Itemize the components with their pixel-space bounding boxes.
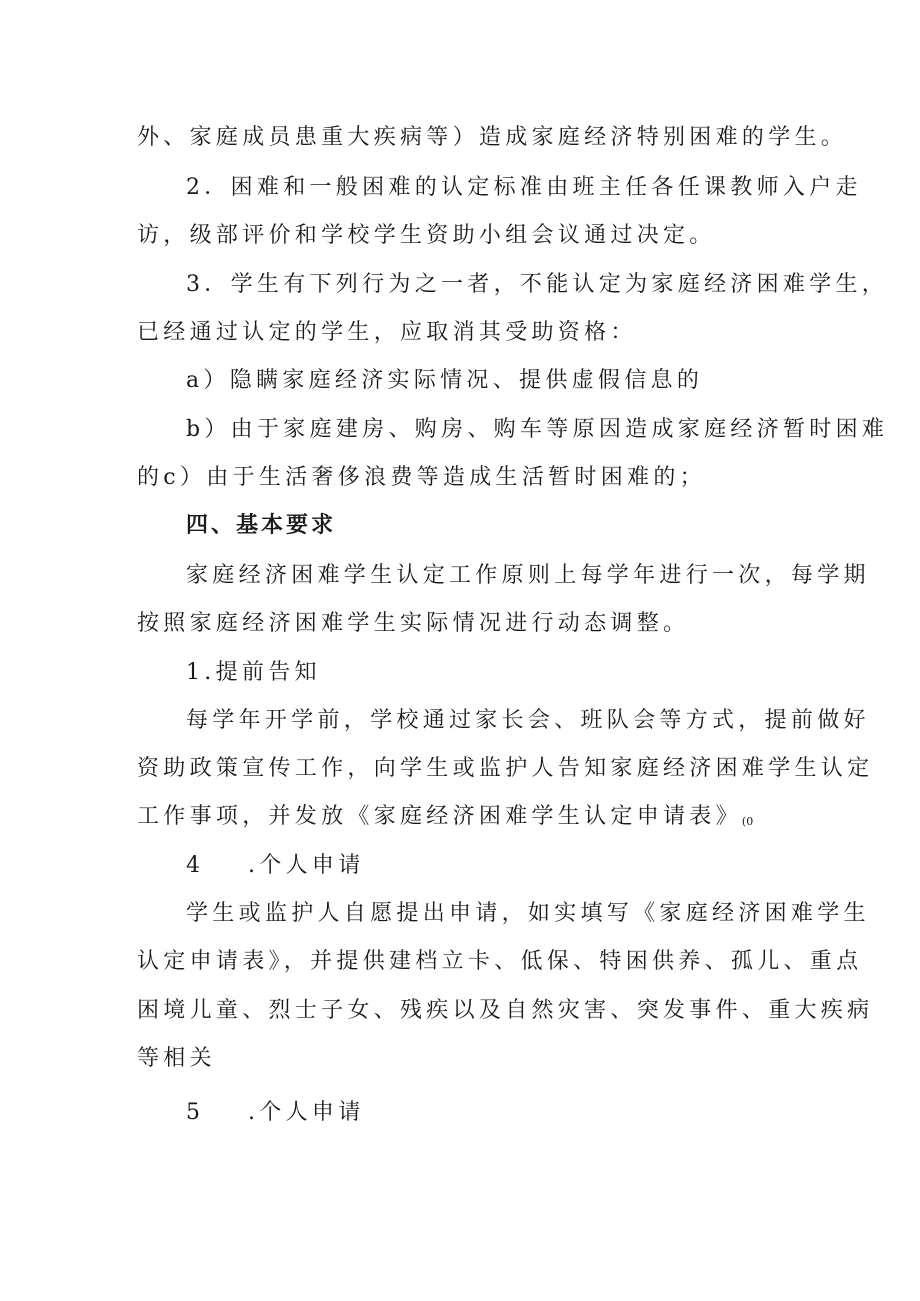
body-text-line: 已经通过认定的学生，应取消其受助资格： [137, 320, 637, 345]
trailing-mark: (0 [741, 815, 754, 828]
body-text-line: 每学年开学前，学校通过家长会、班队会等方式，提前做好 [186, 708, 870, 733]
body-text-line [137, 802, 797, 837]
body-text-line: 等相关 [137, 1046, 216, 1071]
body-text-line: 的c）由于生活奢侈浪费等造成生活暂时困难的； [137, 465, 706, 490]
body-text-line: 家庭经济困难学生认定工作原则上每学年进行一次，每学期 [186, 563, 870, 588]
body-text-line: 按照家庭经济困难学生实际情况进行动态调整。 [137, 611, 690, 636]
item-title-text: .个人申请 [248, 853, 365, 878]
body-text-line: b）由于家庭建房、购房、购车等原因造成家庭经济暂时困难 [186, 417, 889, 442]
item-title [186, 851, 846, 881]
body-text-line: 认定申请表》，并提供建档立卡、低保、特困供养、孤儿、重点 [137, 949, 863, 974]
body-text-line: 3．学生有下列行为之一者，不能认定为家庭经济困难学生， [186, 272, 889, 297]
body-text-line: 学生或监护人自愿提出申请，如实填写《家庭经济困难学生 [186, 901, 870, 926]
body-text-line: 2．困难和一般困难的认定标准由班主任各任课教师入户走 [186, 175, 862, 200]
item-number: 4 [186, 853, 205, 878]
section-heading: 四、基本要求 [186, 513, 337, 538]
body-text-line: 访，级部评价和学校学生资助小组会议通过决定。 [137, 223, 716, 248]
body-text-line: 困境儿童、烈士子女、残疾以及自然灾害、突发事件、重大疾病 [137, 998, 874, 1023]
body-text-line: 外、家庭成员患重大疾病等）造成家庭经济特别困难的学生。 [137, 125, 848, 150]
body-text-line: 资助政策宣传工作，向学生或监护人告知家庭经济困难学生认定 [137, 756, 874, 781]
body-text-line: a）隐瞒家庭经济实际情况、提供虚假信息的 [186, 368, 704, 393]
body-text: 工作事项，并发放《家庭经济困难学生认定申请表》 [137, 804, 742, 829]
item-title-text: .个人申请 [248, 1100, 365, 1125]
item-title: 1.提前告知 [186, 660, 321, 685]
item-number: 5 [186, 1100, 205, 1125]
item-title [186, 1098, 846, 1128]
